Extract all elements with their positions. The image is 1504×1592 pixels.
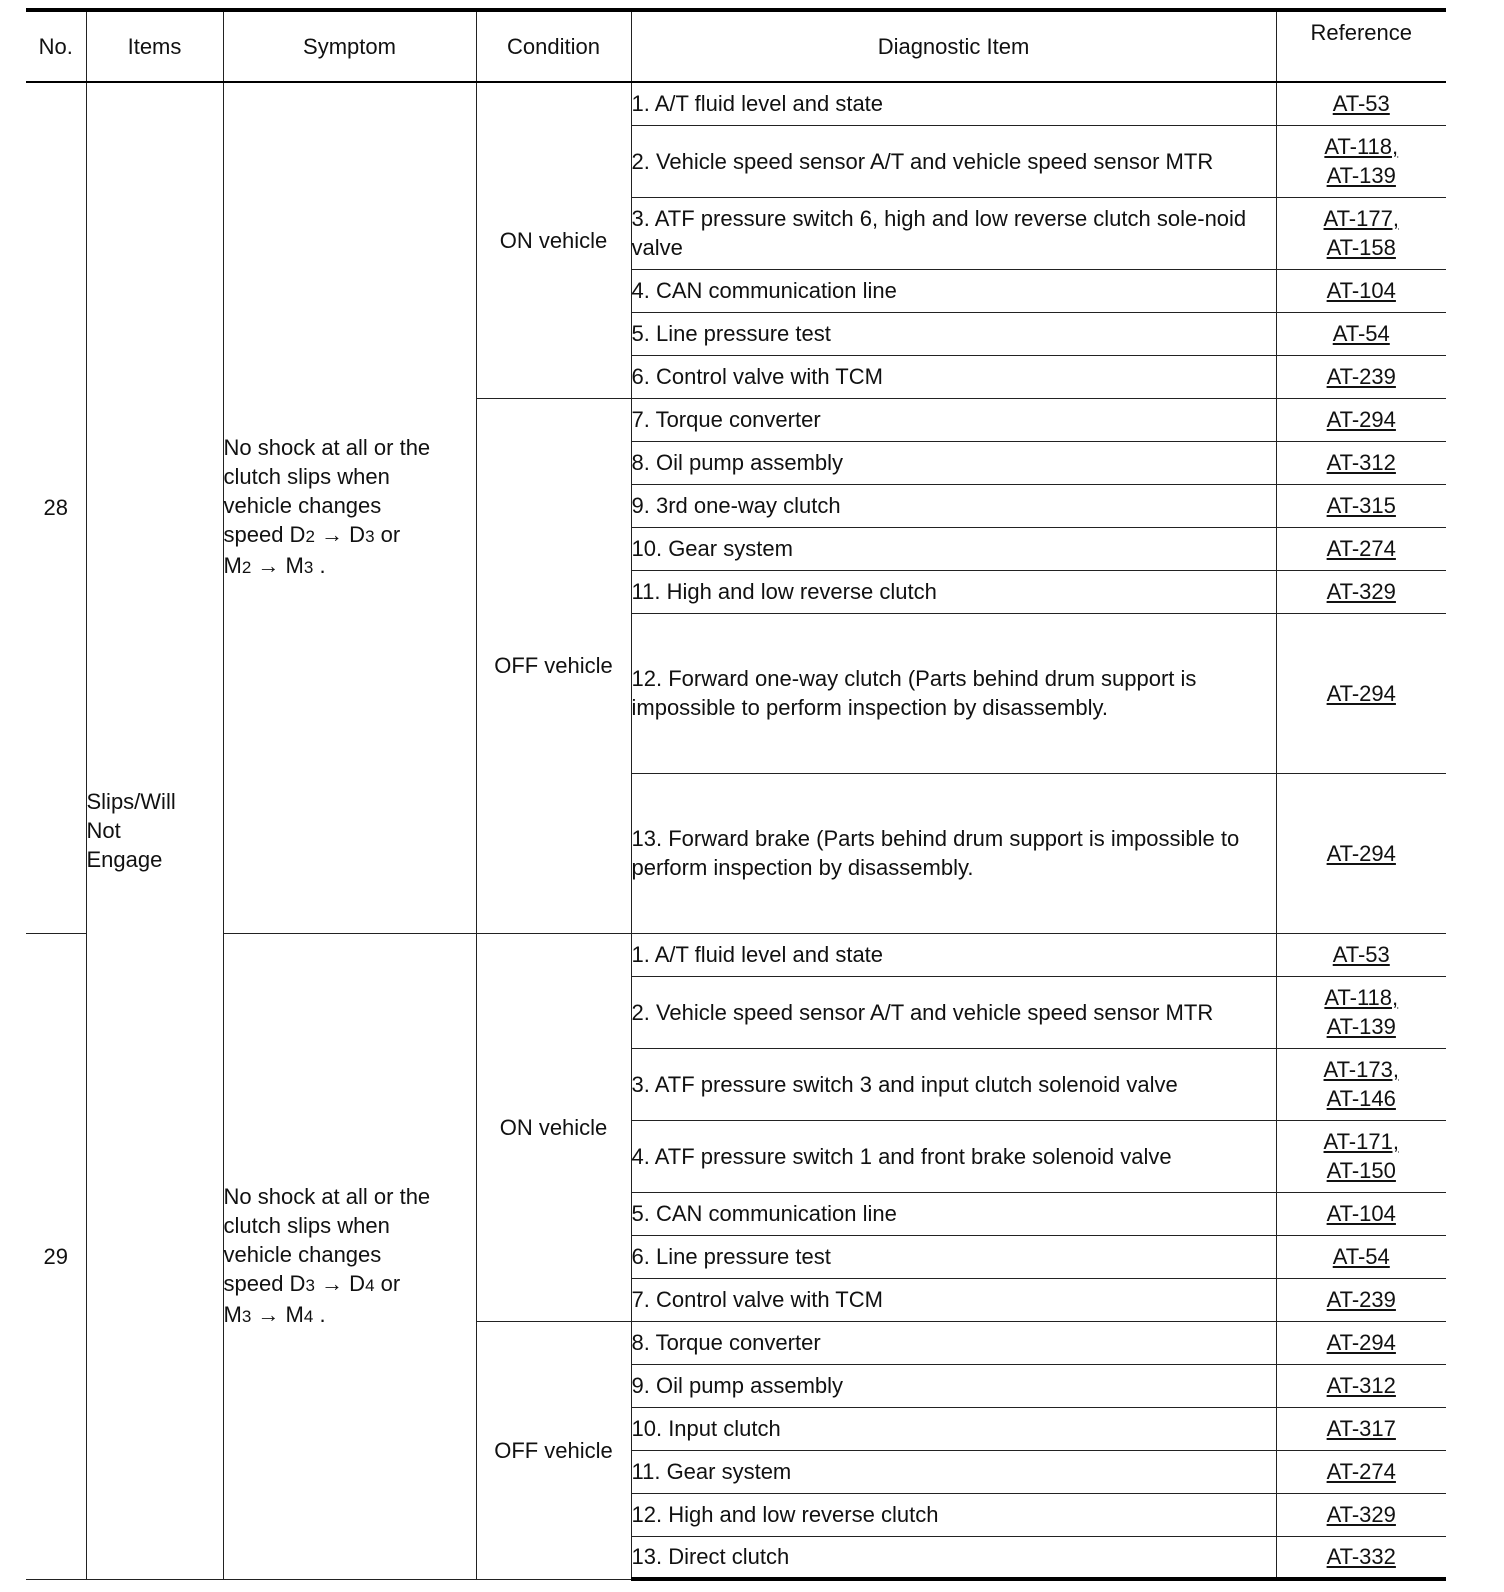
symptom-line: vehicle changes: [223, 493, 382, 519]
diagnostic-item: 4. CAN communication line: [631, 269, 1276, 312]
header-condition: Condition: [476, 10, 631, 82]
arrow-icon: →: [321, 1270, 344, 1296]
reference-link[interactable]: AT-239: [1326, 1287, 1396, 1312]
gear-letter: M: [223, 1301, 242, 1327]
reference-cell: [1276, 773, 1446, 933]
speed-prefix: speed D: [223, 522, 306, 548]
diagnostic-item: 12. Forward one-way clutch (Parts behind drum support is impossible to perform inspection by disassembly.: [631, 613, 1276, 773]
reference-cell: [1276, 933, 1446, 976]
table-row: [26, 82, 1446, 125]
reference-cell: [1276, 355, 1446, 398]
reference-link[interactable]: AT-329: [1326, 1502, 1396, 1527]
or-word: or: [380, 1270, 401, 1296]
diagnostic-item: 1. A/T fluid level and state: [631, 933, 1276, 976]
items-line: Slips/Will: [86, 789, 176, 815]
diagnostic-item: 13. Forward brake (Parts behind drum support is impossible to perform inspection by disassembly.: [631, 773, 1276, 933]
symptom-line: No shock at all or the: [223, 1183, 431, 1209]
symptom-cell: [223, 933, 476, 1579]
condition-off-vehicle: OFF vehicle: [476, 1321, 631, 1579]
reference-cell: [1276, 570, 1446, 613]
diagnostic-item: 8. Oil pump assembly: [631, 441, 1276, 484]
header-reference: Reference: [1276, 10, 1446, 82]
reference-link[interactable]: AT-294: [1326, 840, 1396, 866]
symptom-cell: [223, 82, 476, 933]
reference-link[interactable]: AT-104: [1326, 1201, 1396, 1226]
reference-link[interactable]: AT-146: [1326, 1086, 1396, 1111]
reference-link[interactable]: AT-294: [1326, 407, 1396, 432]
gear-letter: D: [349, 1270, 366, 1296]
symptom-line: clutch slips when: [223, 1212, 390, 1238]
diagnostic-item: 10. Gear system: [631, 527, 1276, 570]
gear-number: 4: [365, 1275, 375, 1295]
period: .: [319, 553, 326, 579]
reference-cell: [1276, 312, 1446, 355]
symptom-line: No shock at all or the: [223, 435, 431, 461]
symptom-line: vehicle changes: [223, 1241, 382, 1267]
symptom-speed-line: [224, 520, 476, 551]
reference-link[interactable]: AT-239: [1326, 364, 1396, 389]
gear-number: 3: [305, 1275, 315, 1295]
header-no: No.: [26, 10, 86, 82]
items-line: Engage: [86, 847, 163, 873]
reference-link[interactable]: AT-54: [1332, 1244, 1390, 1269]
symptom-speed-line: [224, 1269, 476, 1300]
diagnostic-item: 12. High and low reverse clutch: [631, 1493, 1276, 1536]
period: .: [319, 1301, 326, 1327]
condition-off-vehicle: OFF vehicle: [476, 398, 631, 933]
reference-link[interactable]: AT-118,: [1324, 134, 1399, 159]
reference-link[interactable]: AT-118,: [1324, 985, 1399, 1010]
reference-link[interactable]: AT-139: [1326, 1014, 1396, 1039]
reference-link[interactable]: AT-150: [1326, 1158, 1396, 1183]
reference-link[interactable]: AT-315: [1326, 493, 1396, 518]
diagnostic-item: 8. Torque converter: [631, 1321, 1276, 1364]
reference-cell: [1276, 1493, 1446, 1536]
reference-cell: [1276, 125, 1446, 197]
diagnostic-item: 6. Line pressure test: [631, 1235, 1276, 1278]
gear-number: 3: [241, 1306, 252, 1326]
header-items: Items: [86, 10, 223, 82]
symptom-line: clutch slips when: [223, 464, 390, 490]
diagnostic-table: [26, 8, 1446, 1581]
diagnostic-item: 11. Gear system: [631, 1450, 1276, 1493]
diagnostic-item: 7. Torque converter: [631, 398, 1276, 441]
reference-link[interactable]: AT-53: [1332, 91, 1390, 117]
diagnostic-item: 3. ATF pressure switch 3 and input clutch solenoid valve: [631, 1048, 1276, 1120]
condition-on-vehicle: ON vehicle: [476, 82, 631, 398]
diagnostic-item: 3. ATF pressure switch 6, high and low reverse clutch sole-noid valve: [631, 197, 1276, 269]
or-word: or: [380, 522, 401, 548]
reference-link[interactable]: AT-53: [1332, 942, 1390, 967]
reference-cell: [1276, 484, 1446, 527]
row-number: 29: [26, 933, 86, 1579]
reference-link[interactable]: AT-294: [1326, 1330, 1396, 1355]
reference-link[interactable]: AT-312: [1326, 450, 1396, 475]
reference-link[interactable]: AT-317: [1326, 1416, 1396, 1441]
row-number: 28: [26, 82, 86, 933]
table-row: [26, 933, 1446, 976]
reference-cell: [1276, 1536, 1446, 1579]
reference-cell: [1276, 398, 1446, 441]
reference-link[interactable]: AT-171,: [1323, 1129, 1399, 1154]
reference-cell: [1276, 527, 1446, 570]
reference-link[interactable]: AT-332: [1326, 1544, 1396, 1570]
reference-cell: [1276, 1450, 1446, 1493]
reference-link[interactable]: AT-173,: [1323, 1057, 1399, 1082]
reference-cell: [1276, 613, 1446, 773]
reference-cell: [1276, 82, 1446, 125]
diagnostic-item: 6. Control valve with TCM: [631, 355, 1276, 398]
gear-letter: M: [285, 553, 304, 579]
reference-cell: [1276, 1407, 1446, 1450]
diagnostic-item: 4. ATF pressure switch 1 and front brake solenoid valve: [631, 1120, 1276, 1192]
condition-on-vehicle: ON vehicle: [476, 933, 631, 1321]
reference-cell: [1276, 1048, 1446, 1120]
gear-number: 2: [305, 527, 315, 547]
diagnostic-item: 1. A/T fluid level and state: [631, 82, 1276, 125]
reference-cell: [1276, 1278, 1446, 1321]
diagnostic-item: 11. High and low reverse clutch: [631, 570, 1276, 613]
diagnostic-item: 5. Line pressure test: [631, 312, 1276, 355]
speed-prefix: speed D: [223, 1270, 306, 1296]
gear-letter: M: [223, 553, 242, 579]
diagnostic-item: 2. Vehicle speed sensor A/T and vehicle speed sensor MTR: [631, 125, 1276, 197]
diagnostic-item: 2. Vehicle speed sensor A/T and vehicle speed sensor MTR: [631, 976, 1276, 1048]
reference-link[interactable]: AT-329: [1326, 579, 1396, 604]
reference-cell: [1276, 976, 1446, 1048]
gear-number: 2: [241, 558, 252, 578]
diagnostic-item: 13. Direct clutch: [631, 1536, 1276, 1579]
header-row: [26, 10, 1446, 82]
reference-link[interactable]: AT-312: [1326, 1373, 1396, 1398]
reference-cell: [1276, 1364, 1446, 1407]
reference-link[interactable]: AT-54: [1332, 321, 1390, 346]
gear-number: 3: [303, 558, 314, 578]
symptom-speed-line: [224, 1300, 476, 1331]
reference-link[interactable]: AT-274: [1326, 1459, 1396, 1484]
reference-link[interactable]: AT-139: [1326, 163, 1396, 188]
diagnostic-item: 10. Input clutch: [631, 1407, 1276, 1450]
header-diagnostic-item: Diagnostic Item: [631, 10, 1276, 82]
diagnostic-item: 5. CAN communication line: [631, 1192, 1276, 1235]
arrow-icon: →: [257, 553, 280, 579]
items-cell: [86, 82, 223, 1579]
header-symptom: Symptom: [223, 10, 476, 82]
diagnostic-item: 7. Control valve with TCM: [631, 1278, 1276, 1321]
diagnostic-item: 9. 3rd one-way clutch: [631, 484, 1276, 527]
reference-cell: [1276, 269, 1446, 312]
reference-cell: [1276, 197, 1446, 269]
reference-cell: [1276, 1321, 1446, 1364]
reference-cell: [1276, 1120, 1446, 1192]
diagnostic-item: 9. Oil pump assembly: [631, 1364, 1276, 1407]
reference-link[interactable]: AT-294: [1326, 680, 1396, 706]
reference-cell: [1276, 1192, 1446, 1235]
reference-link[interactable]: AT-158: [1326, 235, 1396, 260]
arrow-icon: →: [321, 522, 344, 548]
gear-number: 3: [365, 527, 375, 547]
symptom-speed-line: [224, 551, 476, 582]
arrow-icon: →: [257, 1301, 280, 1327]
reference-cell: [1276, 441, 1446, 484]
gear-letter: M: [285, 1301, 304, 1327]
reference-cell: [1276, 1235, 1446, 1278]
reference-link[interactable]: AT-177,: [1323, 206, 1399, 231]
gear-letter: D: [349, 522, 366, 548]
reference-link[interactable]: AT-104: [1326, 278, 1396, 303]
items-line: Not: [86, 818, 121, 844]
reference-link[interactable]: AT-274: [1326, 536, 1396, 561]
gear-number: 4: [303, 1306, 314, 1326]
